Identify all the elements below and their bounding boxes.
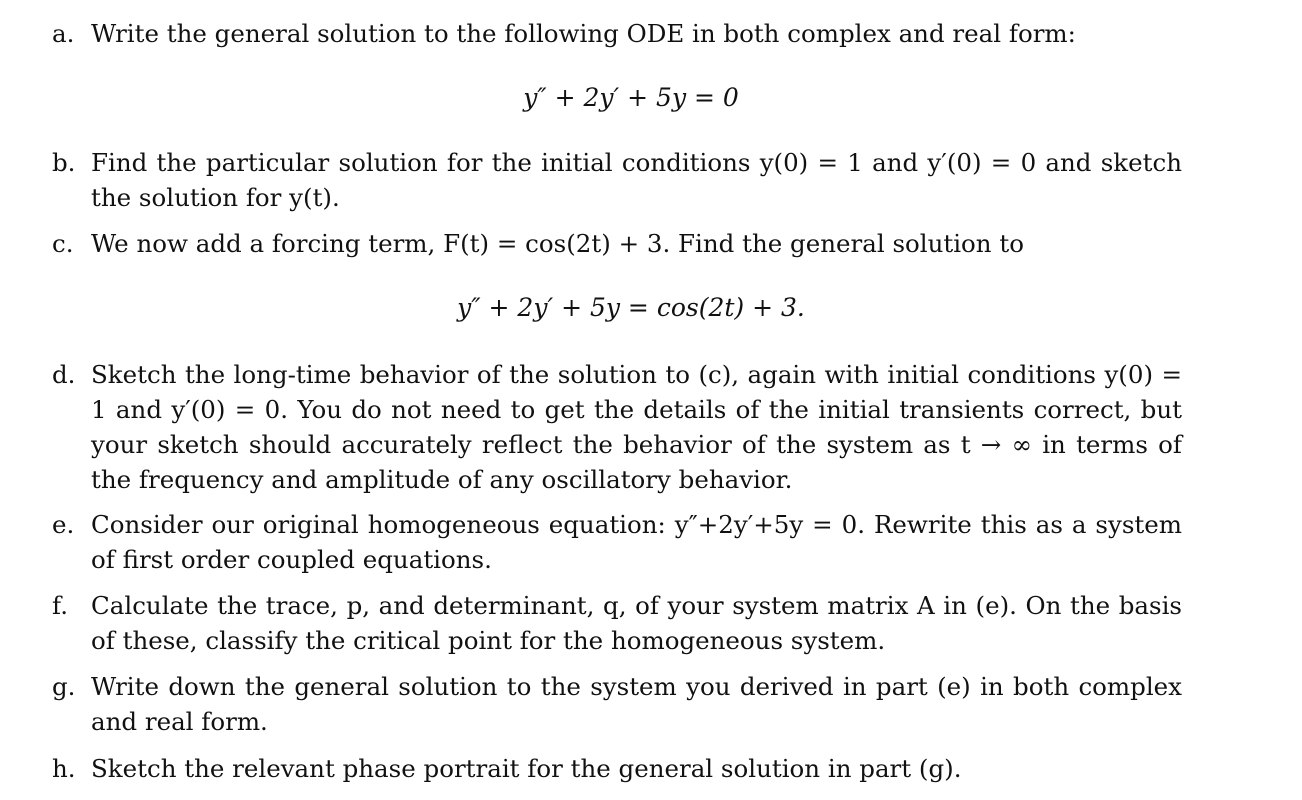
problem-label: g.: [52, 672, 76, 701]
problem-label: a.: [52, 19, 75, 48]
problem-label: h.: [52, 754, 76, 783]
problem-label: d.: [52, 360, 76, 389]
problem-d: [52, 357, 1182, 497]
problem-label: e.: [52, 510, 75, 539]
problem-text: Sketch the long-time behavior of the solution to (c), again with initial conditions y(0) = 1 and y′(0) = 0. You do not need to get the details of the initial transients correct, but your sketch should accurately reflect the behavior of the system as t → ∞ in terms of the frequency and amplitude of any oscillatory behavior.: [91, 360, 1182, 494]
problem-label: c.: [52, 229, 74, 258]
problem-g: [52, 669, 1182, 739]
problem-b: [52, 145, 1182, 215]
problem-text: Sketch the relevant phase portrait for the general solution in part (g).: [91, 754, 962, 783]
problem-a: [52, 16, 1182, 51]
homogeneous-equation: y″ + 2y′ + 5y = 0: [523, 83, 739, 112]
problem-text: We now add a forcing term, F(t) = cos(2t) + 3. Find the general solution to: [91, 229, 1024, 258]
problem-text: Consider our original homogeneous equation: y″+2y′+5y = 0. Rewrite this as a system of first order coupled equations.: [91, 510, 1182, 574]
problem-c: [52, 226, 1182, 261]
problem-h: [52, 751, 1182, 786]
forced-equation: y″ + 2y′ + 5y = cos(2t) + 3.: [457, 293, 805, 322]
problem-label: f.: [52, 591, 68, 620]
problem-text: Calculate the trace, p, and determinant, q, of your system matrix A in (e). On the basis of these, classify the critical point for the homogeneous system.: [91, 591, 1182, 655]
problem-e: [52, 507, 1182, 577]
problem-f: [52, 588, 1182, 658]
problem-text: Write the general solution to the following ODE in both complex and real form:: [91, 19, 1076, 48]
problem-text: Write down the general solution to the system you derived in part (e) in both complex and real form.: [91, 672, 1182, 736]
problem-label: b.: [52, 148, 76, 177]
problem-text: Find the particular solution for the initial conditions y(0) = 1 and y′(0) = 0 and sketch the solution for y(t).: [91, 148, 1182, 212]
